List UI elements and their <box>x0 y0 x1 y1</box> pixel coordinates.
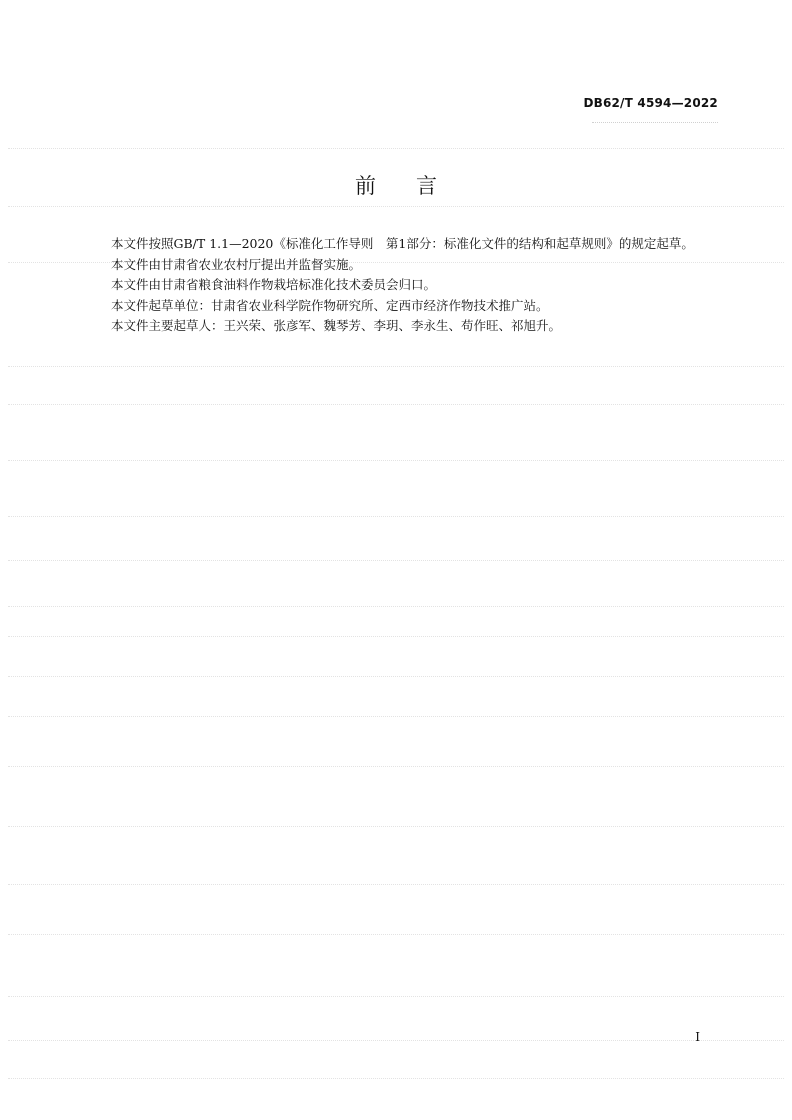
guide-line <box>8 1078 784 1079</box>
guide-line <box>8 560 784 561</box>
guide-line <box>8 996 784 997</box>
paragraph-drafters: 本文件主要起草人：王兴荣、张彦军、魏琴芳、李玥、李永生、苟作旺、祁旭升。 <box>111 318 562 333</box>
guide-line <box>8 516 784 517</box>
guide-line <box>8 206 784 207</box>
guide-line <box>8 766 784 767</box>
guide-line <box>8 716 784 717</box>
paragraph-committee: 本文件由甘肃省粮食油料作物栽培标准化技术委员会归口。 <box>111 277 437 292</box>
guide-line <box>8 460 784 461</box>
guide-line <box>8 676 784 677</box>
guide-line <box>8 826 784 827</box>
guide-line <box>8 366 784 367</box>
paragraph-drafting-rules: 本文件按照GB/T 1.1—2020《标准化工作导则 第1部分：标准化文件的结构和起草规则》的规定起草。 <box>111 236 694 251</box>
guide-line <box>8 636 784 637</box>
paragraph-proposer: 本文件由甘肃省农业农村厅提出并监督实施。 <box>111 256 362 272</box>
header-rule <box>592 122 718 123</box>
guide-line <box>8 934 784 935</box>
paragraph-drafting-units: 本文件起草单位：甘肃省农业科学院作物研究所、定西市经济作物技术推广站。 <box>111 297 549 313</box>
foreword-body <box>86 234 722 337</box>
page-title: 前言 <box>355 174 477 198</box>
guide-line <box>8 606 784 607</box>
guide-line <box>8 1040 784 1041</box>
page-number: I <box>695 1030 700 1044</box>
guide-line <box>8 404 784 405</box>
guide-line <box>8 148 784 149</box>
document-code: DB62/T 4594—2022 <box>583 96 718 110</box>
guide-line <box>8 884 784 885</box>
